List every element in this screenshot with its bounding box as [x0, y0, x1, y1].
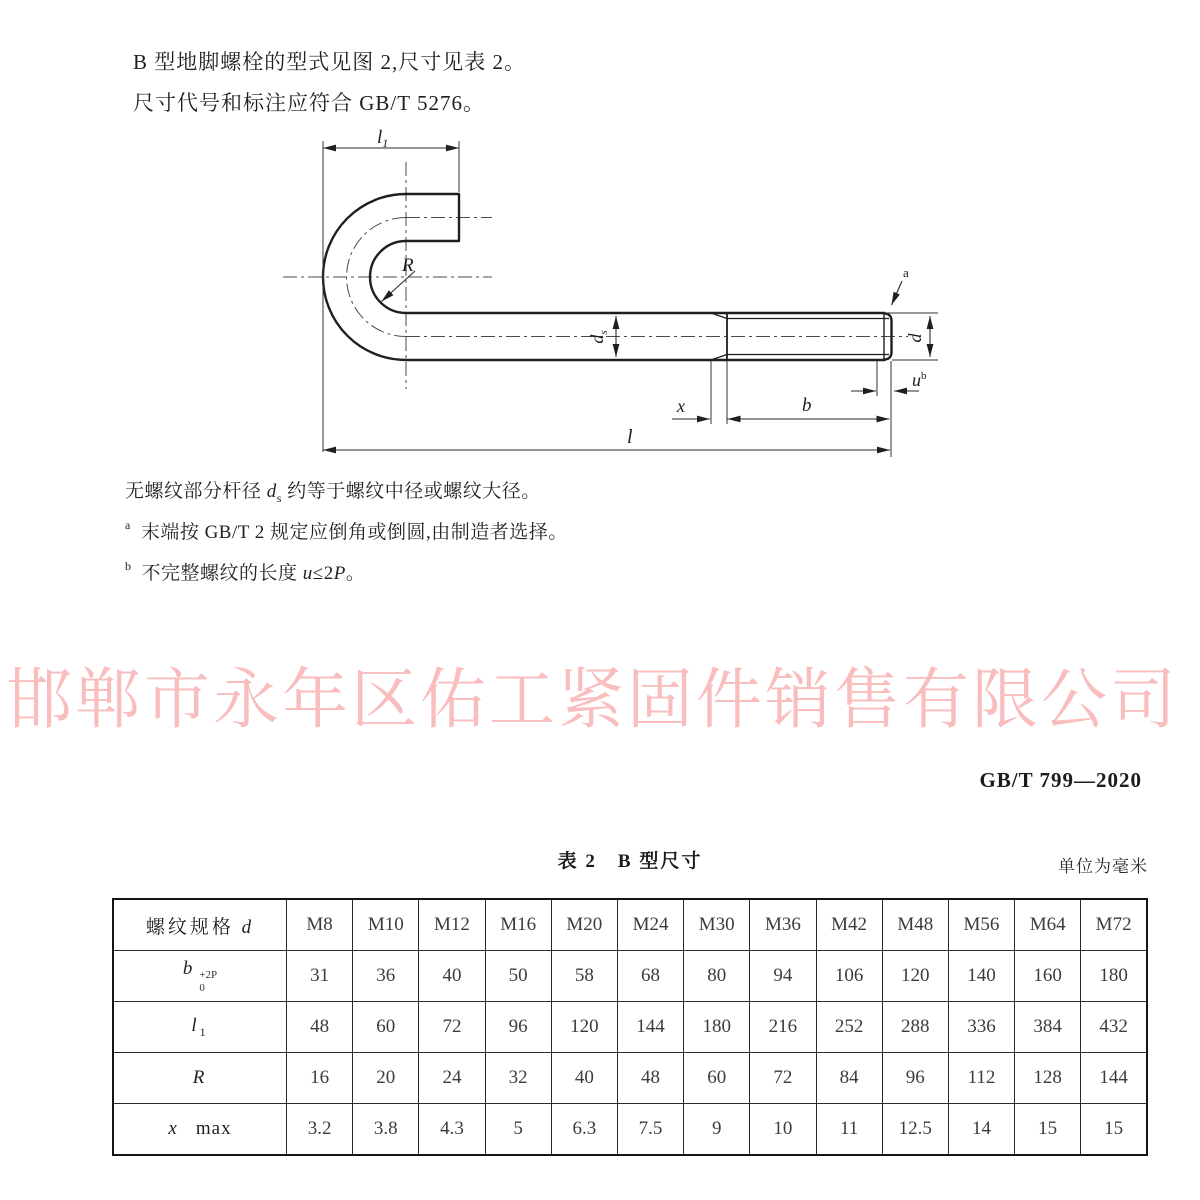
table-column-header: M36 [750, 899, 816, 951]
table-cell: 216 [750, 1002, 816, 1053]
dim-label-l1: $l_1$ [377, 127, 389, 150]
table-cell: 40 [551, 1053, 617, 1104]
table-column-header: M24 [617, 899, 683, 951]
table-row-x-max [113, 1104, 1147, 1156]
table-cell: 10 [750, 1104, 816, 1156]
table-cell: 140 [948, 951, 1014, 1002]
table-cell: 24 [419, 1053, 485, 1104]
table-cell: 336 [948, 1002, 1014, 1053]
table-cell: 120 [882, 951, 948, 1002]
table-cell: 112 [948, 1053, 1014, 1104]
table-unit-note: 单位为毫米 [1058, 857, 1148, 876]
table-cell: 4.3 [419, 1104, 485, 1156]
table-cell: 72 [419, 1002, 485, 1053]
table-cell: 384 [1015, 1002, 1081, 1053]
table-column-header: M8 [287, 899, 353, 951]
table-cell: 32 [485, 1053, 551, 1104]
table-column-header: M56 [948, 899, 1014, 951]
table-cell: 9 [684, 1104, 750, 1156]
table-row-label-R: R [113, 1053, 287, 1104]
table-cell: 58 [551, 951, 617, 1002]
note-marker-a: a [903, 265, 909, 280]
table-cell: 11 [816, 1104, 882, 1156]
table-cell: 84 [816, 1053, 882, 1104]
table-cell: 36 [353, 951, 419, 1002]
table-cell: 96 [485, 1002, 551, 1053]
table-cell: 96 [882, 1053, 948, 1104]
dimensions-table [112, 898, 1148, 1156]
note-a: $^a$ 末端按 GB/T 2 规定应倒角或倒圆,由制造者选择。 [125, 518, 568, 543]
table-cell: 180 [684, 1002, 750, 1053]
table-column-header: M72 [1081, 899, 1147, 951]
watermark-text: 邯郸市永年区佑工紧固件销售有限公司 [6, 661, 1179, 738]
table-cell: 180 [1081, 951, 1147, 1002]
table-cell: 3.2 [287, 1104, 353, 1156]
table-cell: 60 [353, 1002, 419, 1053]
note-b: $^b$ 不完整螺纹的长度 u≤2P。 [125, 559, 366, 584]
extension-lines [323, 141, 938, 457]
table-row-label-b: b +2P 0 [113, 951, 287, 1002]
table-cell: 15 [1015, 1104, 1081, 1156]
table-cell: 144 [617, 1002, 683, 1053]
table-title: 表 2 B 型尺寸 [557, 851, 703, 872]
table-cell: 106 [816, 951, 882, 1002]
table-row-R [113, 1053, 1147, 1104]
table-cell: 128 [1015, 1053, 1081, 1104]
table-cell: 12.5 [882, 1104, 948, 1156]
dim-label-d: d [905, 333, 925, 343]
table-cell: 5 [485, 1104, 551, 1156]
table-cell: 50 [485, 951, 551, 1002]
table-cell: 7.5 [617, 1104, 683, 1156]
table-column-header: M42 [816, 899, 882, 951]
table-cell: 432 [1081, 1002, 1147, 1053]
intro-line-1: B 型地脚螺栓的型式见图 2,尺寸见表 2。 [133, 50, 527, 74]
table-column-header: M12 [419, 899, 485, 951]
table-cell: 252 [816, 1002, 882, 1053]
table-column-header: M64 [1015, 899, 1081, 951]
table-cell: 288 [882, 1002, 948, 1053]
table-cell: 60 [684, 1053, 750, 1104]
intro-line-2: 尺寸代号和标注应符合 GB/T 5276。 [133, 91, 485, 115]
table-cell: 120 [551, 1002, 617, 1053]
anchor-bolt-figure [275, 125, 950, 470]
table-column-header: M30 [684, 899, 750, 951]
table-cell: 94 [750, 951, 816, 1002]
dim-label-R: R [402, 255, 414, 276]
dim-label-b: b [802, 395, 812, 416]
table-column-header: M48 [882, 899, 948, 951]
table-row-b [113, 951, 1147, 1002]
table-cell: 16 [287, 1053, 353, 1104]
table-cell: 40 [419, 951, 485, 1002]
table-cell: 31 [287, 951, 353, 1002]
dim-label-x: x [677, 396, 685, 416]
table-row-l1 [113, 1002, 1147, 1053]
table-row-label-thread-spec: 螺纹规格 d [113, 899, 287, 951]
table-cell: 72 [750, 1053, 816, 1104]
table-column-header: M16 [485, 899, 551, 951]
table-cell: 15 [1081, 1104, 1147, 1156]
table-cell: 14 [948, 1104, 1014, 1156]
table-column-header: M20 [551, 899, 617, 951]
table-header-row [113, 899, 1147, 951]
standard-ref: GB/T 799—2020 [979, 768, 1142, 792]
table-cell: 160 [1015, 951, 1081, 1002]
table-cell: 48 [287, 1002, 353, 1053]
table-column-header: M10 [353, 899, 419, 951]
note-ds: 无螺纹部分杆径 $d_s$ 约等于螺纹中径或螺纹大径。 [125, 481, 541, 505]
table-cell: 144 [1081, 1053, 1147, 1104]
table-cell: 6.3 [551, 1104, 617, 1156]
table-cell: 20 [353, 1053, 419, 1104]
table-cell: 48 [617, 1053, 683, 1104]
table-row-label-l1: $l_1$ [113, 1002, 287, 1053]
dim-label-l: l [627, 426, 633, 448]
table-cell: 3.8 [353, 1104, 419, 1156]
table-cell: 80 [684, 951, 750, 1002]
dim-label-u: $u^b$ [912, 370, 927, 390]
dim-label-ds: $d_s$ [587, 330, 610, 344]
table-cell: 68 [617, 951, 683, 1002]
table-row-label-x-max: x max [113, 1104, 287, 1156]
